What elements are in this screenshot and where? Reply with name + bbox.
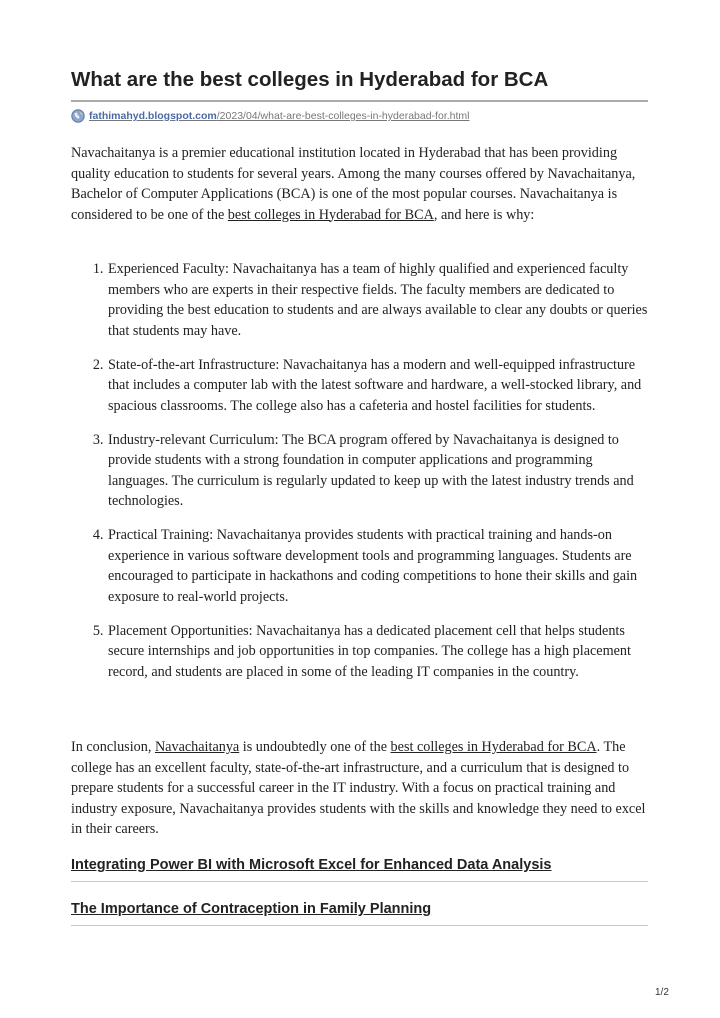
related-post-1 (71, 857, 648, 882)
related-post-2 (71, 901, 648, 926)
list-item: 5. Placement Opportunities: Navachaitanya has a dedicated placement cell that helps students secure internships and job opportunities in top companies. The college has a high placement record, and students are placed in some of the leading IT companies in the country. (107, 621, 648, 683)
source-line (71, 108, 469, 124)
title-divider (71, 100, 648, 102)
navachaitanya-link[interactable]: Navachaitanya (154, 739, 240, 755)
list-item: 2. State-of-the-art Infrastructure: Navachaitanya has a modern and well-equipped infrastructure that includes a computer lab with the latest software and hardware, a well-stocked library, and spacious classrooms. The college also has a cafeteria and hostel facilities for students. (107, 355, 648, 417)
related-post-link[interactable]: Integrating Power BI with Microsoft Excel for Enhanced Data Analysis (71, 857, 552, 873)
list-item: 1. Experienced Faculty: Navachaitanya has a team of highly qualified and experienced faculty members who are experts in their respective fields. The faculty members are dedicated to providing the best education to students and are always available to clear any doubts or queries that students may have. (107, 259, 648, 341)
page-title: What are the best colleges in Hyderabad for BCA (71, 68, 549, 91)
page-number: 1/2 (655, 987, 669, 998)
intro-paragraph: Navachaitanya is a premier educational institution located in Hyderabad that has been providing quality education to students for several years. Among the many courses offered by Navachaitanya, Bachelor of Computer Applications (BCA) is one of the most popular courses. Navachaitanya is considered to be one of the best colleges in Hyderabad for BCA, and here is why: (71, 145, 636, 223)
best-colleges-link-2[interactable]: best colleges in Hyderabad for BCA (390, 739, 597, 755)
conclusion-paragraph: In conclusion, Navachaitanya is undoubtedly one of the best colleges in Hyderabad for BCA. The college has an excellent faculty, state-of-the-art infrastructure, and a curriculum that is designed to prepare students for a successful career in the IT industry. With a focus on practical training and industry exposure, Navachaitanya provides students with the skills and knowledge they need to excel in their careers. (71, 739, 646, 837)
source-url-link[interactable]: fathimahyd.blogspot.com/2023/04/what-are-best-colleges-in-hyderabad-for.html (89, 110, 470, 122)
list-item: 4. Practical Training: Navachaitanya provides students with practical training and hands-on experience in various software development tools and programming languages. Students are encouraged to participate in hackathons and coding competitions to hone their skills and gain exposure to real-world projects. (107, 525, 648, 607)
reasons-list (71, 259, 648, 696)
best-colleges-link[interactable]: best colleges in Hyderabad for BCA (227, 206, 434, 223)
related-post-link[interactable]: The Importance of Contraception in Family Planning (71, 901, 432, 917)
list-item: 3. Industry-relevant Curriculum: The BCA program offered by Navachaitanya is designed to provide students with a strong foundation in computer applications and programming languages. The curriculum is regularly updated to keep up with the latest industry trends and technologies. (107, 430, 648, 512)
related-divider (71, 881, 648, 882)
related-divider (71, 925, 648, 926)
globe-icon (71, 109, 85, 123)
